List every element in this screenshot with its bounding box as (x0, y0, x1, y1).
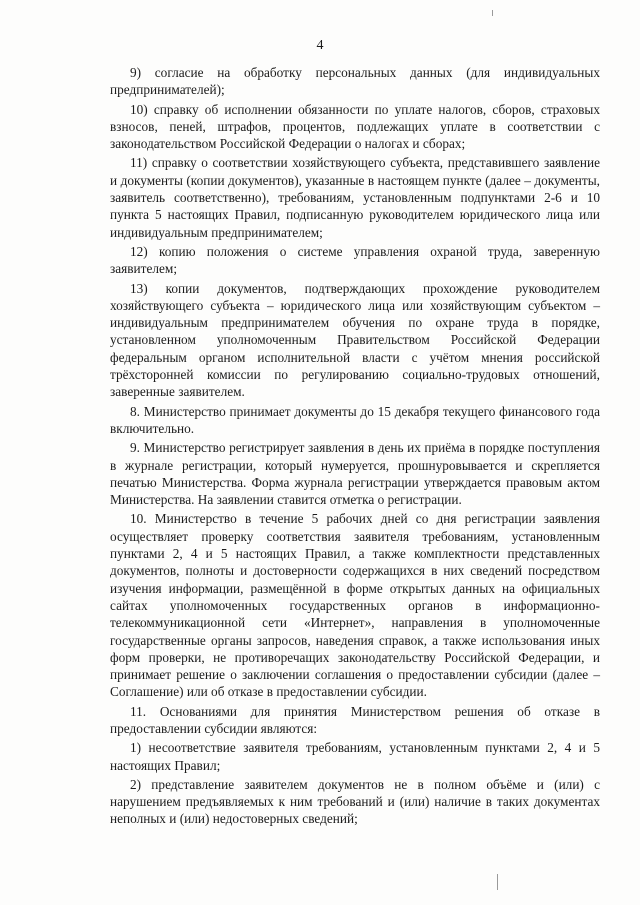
paragraph-refusal-1: 1) несоответствие заявителя требованиям, установленным пунктами 2, 4 и 5 настоящих Правил; (110, 740, 600, 773)
paragraph-refusal-2: 2) представление заявителем документов не в полном объёме и (или) с нарушением предъявляемых к ним требований и (или) наличие в таких документах неполных и (или) недостоверных сведений; (110, 776, 600, 827)
paragraph-item-13-training-documents: 13) копии документов, подтверждающих прохождение руководителем хозяйствующего субъекта – юридического лица или хозяйствующим субъектом – индивидуальным предпринимателем обучения по охране труда в порядке, установленном уполномоченным Правительством Российской Федерации федеральным органом исполнительной власти с учётом мнения российской трёхсторонней комиссии по регулированию социально-трудовых отношений, заверенные заявителем. (110, 280, 600, 400)
paragraph-item-9-consent: 9) согласие на обработку персональных данных (для индивидуальных предпринимателей); (110, 65, 600, 98)
page-number: 4 (316, 38, 324, 53)
paragraph-point-10: 10. Министерство в течение 5 рабочих дней со дня регистрации заявления осуществляет проверку соответствия заявителя требованиям, установленным пунктами 2, 4 и 5 настоящих Правил, а также комплектности представленных документов, полноты и достоверности содержащихся в них сведений посредством изучения информации, размещённой в форме открытых данных на официальных сайтах уполномоченных государственных органов в информационно-телекоммуникационной сети «Интернет», направления в уполномоченные государственные органы запросов, наведения справок, а также использования иных форм проверки, не противоречащих законодательству Российской Федерации, и принимает решение о заключении соглашения о предоставлении субсидии (далее – Соглашение) или об отказе в предоставлении субсидии. (110, 511, 600, 700)
paragraph-item-10-tax-certificate: 10) справку об исполнении обязанности по уплате налогов, сборов, страховых взносов, пеней, штрафов, процентов, подлежащих уплате в соответствии с законодательством Российской Федерации о налогах и сборах; (110, 101, 600, 152)
scan-mark-top (492, 10, 493, 16)
paragraph-point-8: 8. Министерство принимает документы до 15 декабря текущего финансового года включительно. (110, 403, 600, 436)
paragraph-item-12-safety-regulation: 12) копию положения о системе управления охраной труда, заверенную заявителем; (110, 243, 600, 277)
paragraph-point-11: 11. Основаниями для принятия Министерством решения об отказе в предоставлении субсидии являются: (110, 703, 600, 736)
paragraph-point-9: 9. Министерство регистрирует заявления в день их приёма в порядке поступления в журнале регистрации, который нумеруется, прошнуровывается и скрепляется печатью Министерства. Форма журнала регистрации утверждается правовым актом Министерства. На заявлении ставится отметка о регистрации. (110, 440, 600, 508)
document-body (110, 64, 600, 830)
paragraph-item-11-compliance-certificate: 11) справку о соответствии хозяйствующего субъекта, представившего заявление и документы (копии документов), указанные в настоящем пункте (далее – документы, заявитель соответственно), требованиям, установленным подпунктами 2-6 и 10 пункта 5 настоящих Правил, подписанную руководителем юридического лица или индивидуальным предпринимателем; (110, 155, 600, 240)
scan-mark-bottom (497, 874, 498, 890)
